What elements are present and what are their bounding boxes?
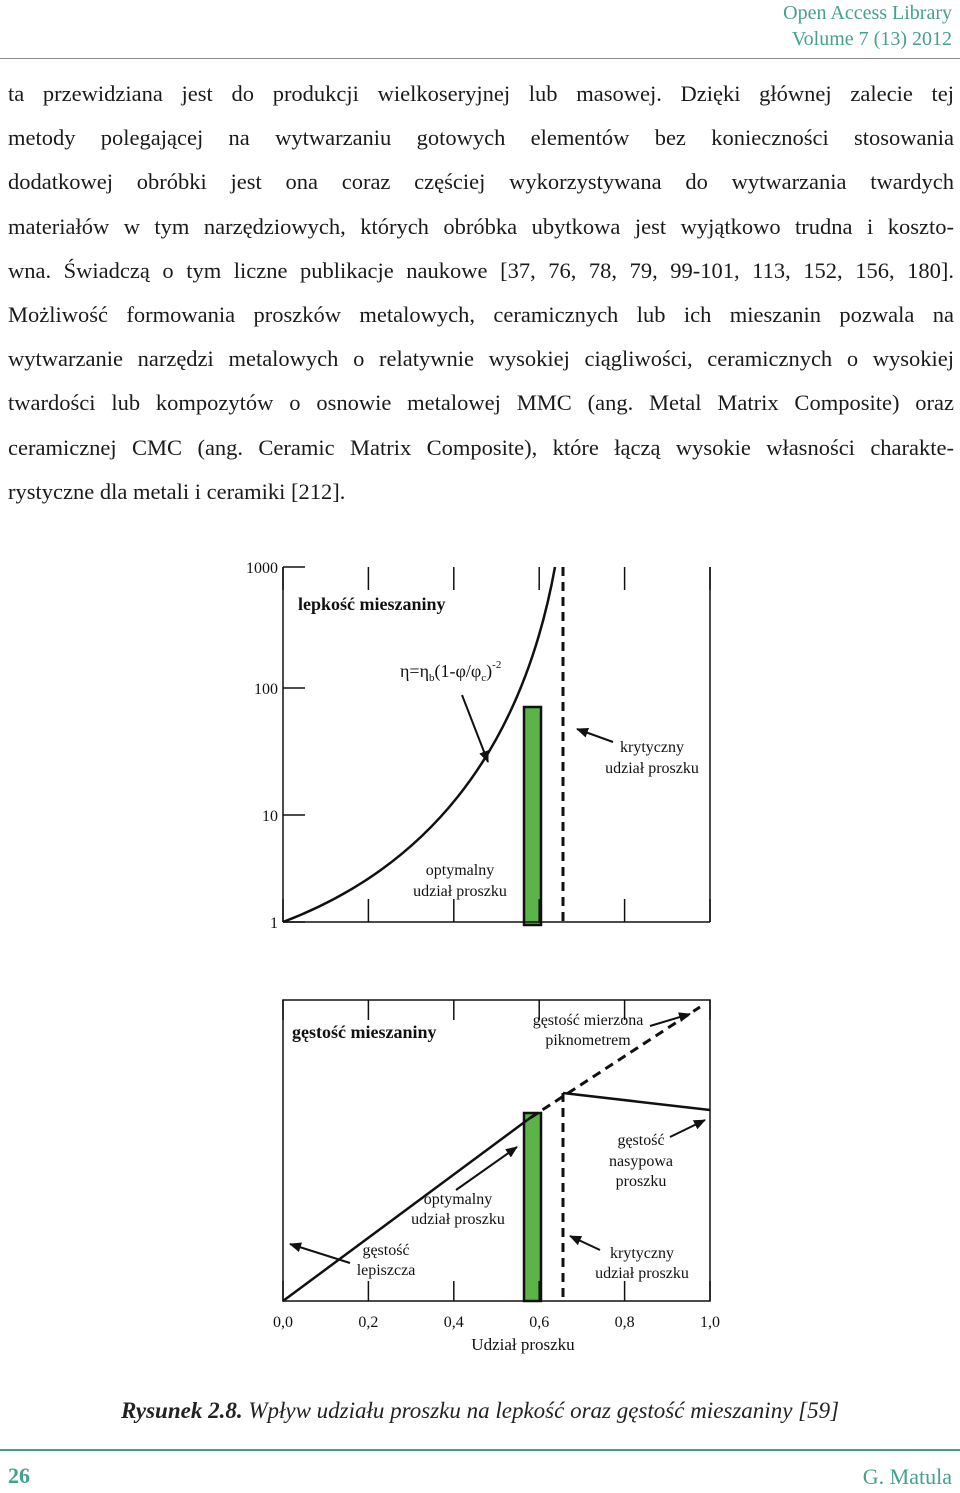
tap-density-line3: proszku [615, 1173, 667, 1190]
tap-density-line [563, 1093, 710, 1110]
pycnometer-arrow [650, 1014, 690, 1026]
density-chart [273, 1000, 720, 1354]
binder-arrow [290, 1244, 350, 1263]
body-line: wna. Świadczą o tym liczne publikacje naukowe [37, 76, 78, 79, 99-101, 113, 152, 156, 180]. [8, 257, 954, 283]
body-line: ta przewidziana jest do produkcji wielkoseryjnej lub masowej. Dzięki głównej zalecie tej [8, 81, 954, 106]
optimum-band [524, 1113, 541, 1301]
y-ticks [246, 560, 305, 932]
critical-arrow [577, 729, 613, 742]
y-tick-label: 10 [262, 808, 278, 825]
viscosity-curve [283, 567, 555, 922]
critical-label-line2: udział proszku [605, 760, 699, 777]
formula-sup: -2 [492, 659, 502, 671]
binder-label-line1: gęstość [362, 1242, 410, 1259]
journal-volume: Volume 7 (13) 2012 [791, 28, 952, 50]
x-tick-label: 0,2 [358, 1314, 379, 1331]
page-number: 26 [8, 1463, 30, 1488]
x-tick-label: 0,8 [614, 1314, 635, 1331]
x-tick-label: 0,6 [529, 1314, 550, 1331]
critical-label-line2: udział proszku [595, 1265, 689, 1282]
optimal-label-line1: optymalny [423, 1191, 493, 1208]
y-tick-label: 100 [254, 681, 278, 698]
viscosity-title: lepkość mieszaniny [298, 594, 446, 614]
body-line: twardości lub kompozytów o osnowie metalowej MMC (ang. Metal Matrix Composite) oraz [8, 390, 954, 416]
body-line: rystyczne dla metali i ceramiki [212]. [8, 478, 346, 504]
critical-label-line1: krytyczny [610, 1245, 674, 1262]
formula-close: ) [486, 661, 493, 681]
body-line: Możliwość formowania proszków metalowych, ceramicznych lub ich mieszanin pozwala na [8, 302, 954, 328]
tap-density-arrow [670, 1120, 705, 1137]
formula-arrow [462, 695, 488, 762]
tap-density-line1: gęstość [617, 1132, 665, 1149]
optimal-label-line2: udział proszku [411, 1211, 505, 1228]
y-tick-label: 1000 [246, 560, 278, 577]
x-tick-label: 0,0 [273, 1314, 293, 1331]
optimal-label-line2: udział proszku [413, 883, 507, 900]
formula-base: η=η [400, 661, 429, 681]
formula-mid: (1-φ/φ [434, 661, 482, 681]
journal-name: Open Access Library [783, 2, 952, 24]
caption-label: Rysunek 2.8. [120, 1398, 243, 1423]
author-name: G. Matula [862, 1464, 952, 1489]
formula-sub1: b [428, 672, 435, 684]
footer-divider [0, 1449, 960, 1451]
body-line: metody polegającej na wytwarzaniu gotowych elementów bez konieczności stosowania [8, 125, 954, 151]
y-tick-label: 1 [270, 915, 278, 932]
optimal-label-line1: optymalny [425, 862, 495, 879]
density-title: gęstość mieszaniny [292, 1022, 437, 1042]
optimal-arrow [456, 1147, 517, 1190]
caption-text: Wpływ udziału proszku na lepkość oraz gęstość mieszaniny [59] [242, 1398, 840, 1423]
viscosity-formula [400, 659, 501, 684]
body-line: ceramicznej CMC (ang. Ceramic Matrix Composite), które łączą wysokie własności charakte- [8, 434, 954, 460]
critical-label-line1: krytyczny [620, 739, 684, 756]
x-tick-label: 0,4 [443, 1314, 464, 1331]
x-axis-label: Udział proszku [471, 1335, 575, 1354]
body-line: materiałów w tym narzędziowych, których obróbka ubytkowa jest wyjątkowo trudna i koszto- [8, 213, 954, 239]
body-line: wytwarzanie narzędzi metalowych o relatywnie wysokiej ciągliwości, ceramicznych o wysokiej [8, 346, 954, 372]
pycnometer-label-line1: gęstość mierzona [532, 1012, 644, 1029]
optimum-band [524, 707, 541, 925]
tap-density-line2: nasypowa [609, 1153, 673, 1170]
x-tick-label: 1,0 [700, 1314, 720, 1331]
body-line: dodatkowej obróbki jest ona coraz częściej wykorzystywana do wytwarzania twardych [8, 169, 954, 195]
viscosity-chart [246, 560, 710, 932]
formula-sub2: c [481, 672, 487, 684]
critical-arrow [570, 1236, 600, 1250]
binder-label-line2: lepiszcza [356, 1262, 416, 1279]
figure-caption [0, 1398, 960, 1424]
pycnometer-label-line2: piknometrem [545, 1032, 631, 1049]
